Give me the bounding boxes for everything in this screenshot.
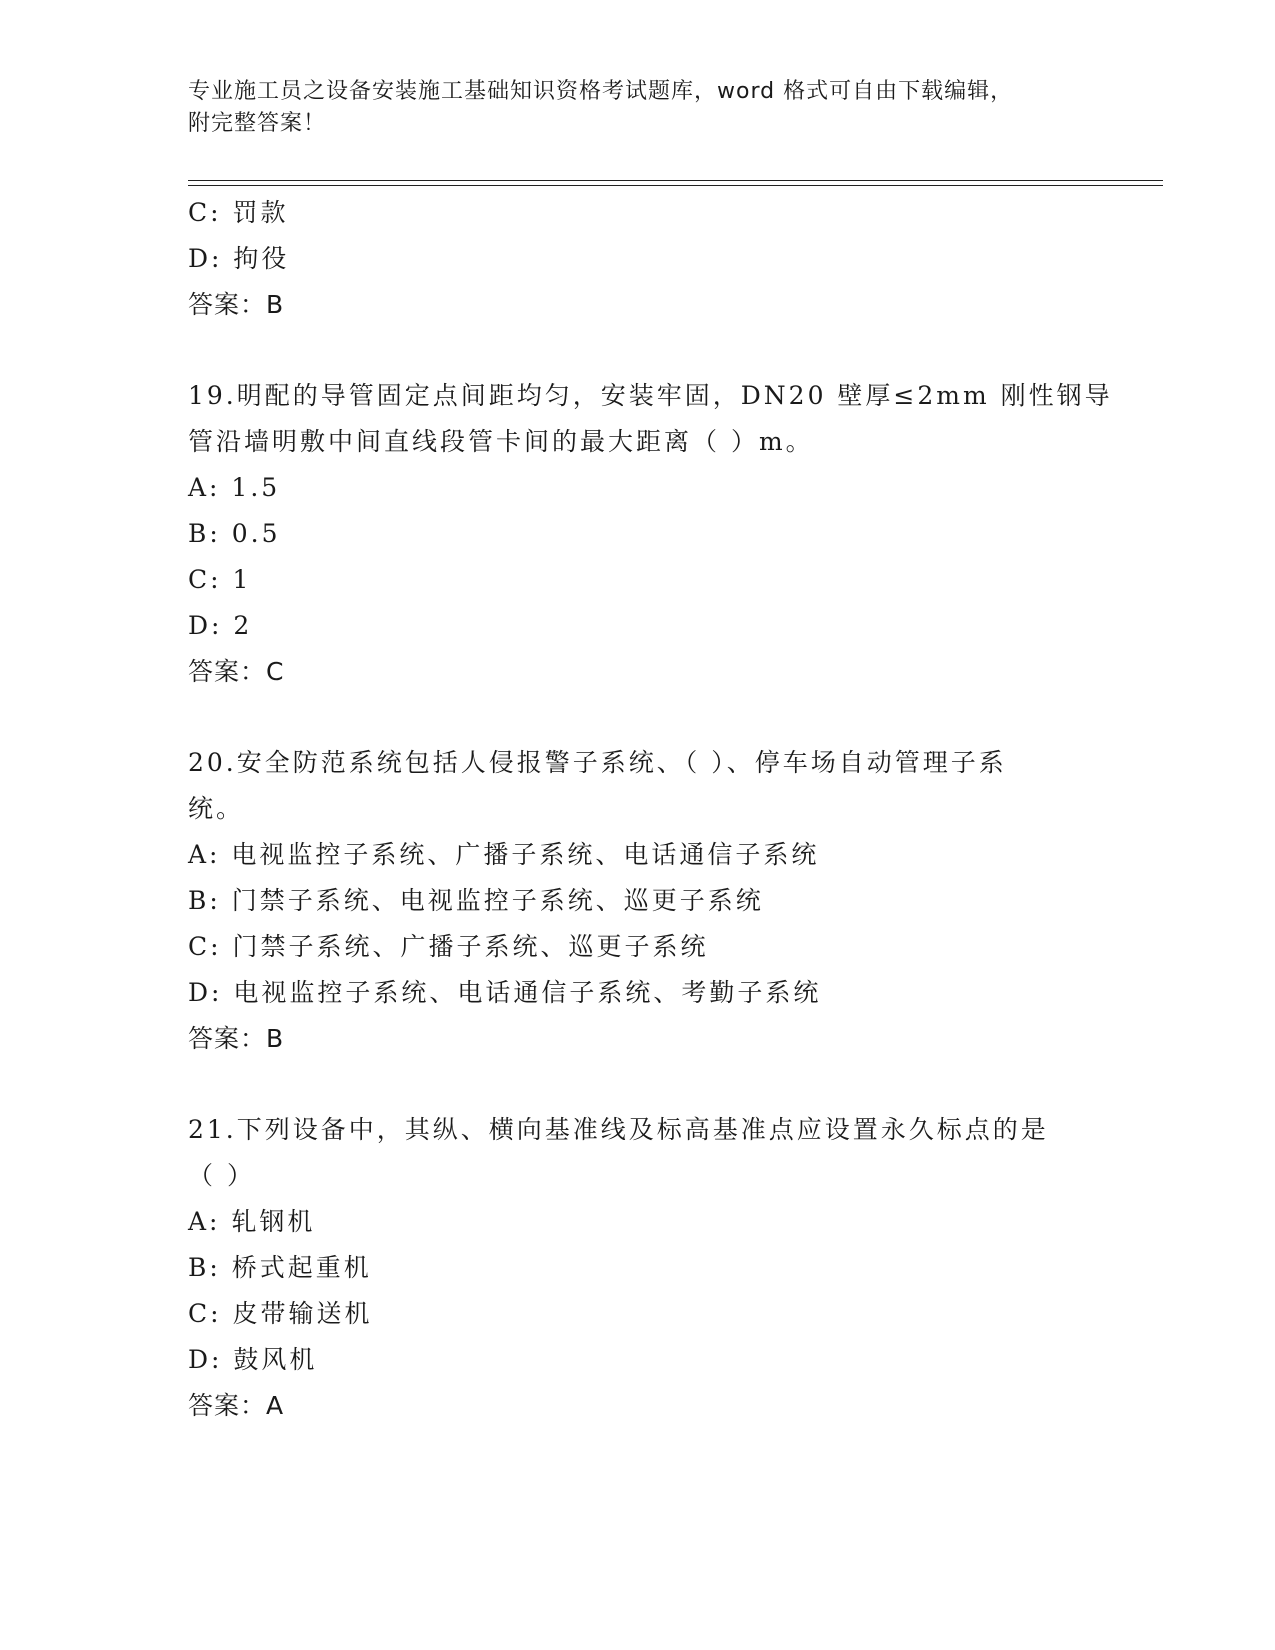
question-stem-line-1: 21.下列设备中，其纵、横向基准线及标高基准点应设置永久标点的是 <box>188 1115 1049 1144</box>
header-line-2: 附完整答案！ <box>188 111 327 136</box>
answer: 答案：C <box>188 657 285 686</box>
option-d: D: 电视监控子系统、电话通信子系统、考勤子系统 <box>188 978 822 1007</box>
question-20 <box>188 740 1088 1062</box>
answer: 答案：B <box>188 290 285 319</box>
option-c: C: 门禁子系统、广播子系统、巡更子系统 <box>188 932 709 961</box>
question-list <box>188 190 1113 1429</box>
question-21 <box>188 1107 1088 1429</box>
option-c: C: 罚款 <box>188 198 289 227</box>
question-stem-line-2: 统。 <box>188 794 245 823</box>
answer: 答案：B <box>188 1024 285 1053</box>
document-header <box>188 76 1088 140</box>
option-d: D: 拘役 <box>188 244 290 273</box>
header-divider-bottom <box>188 185 1163 186</box>
question-stem-line-2: 管沿墙明敷中间直线段管卡间的最大距离（ ）m。 <box>188 427 814 456</box>
option-a: A: 1.5 <box>188 473 281 502</box>
option-d: D: 鼓风机 <box>188 1345 318 1374</box>
header-line-1: 专业施工员之设备安装施工基础知识资格考试题库，word 格式可自由下载编辑， <box>188 79 1014 104</box>
option-c: C: 皮带输送机 <box>188 1299 373 1328</box>
option-c: C: 1 <box>188 565 252 594</box>
answer: 答案：A <box>188 1391 285 1420</box>
option-a: A: 电视监控子系统、广播子系统、电话通信子系统 <box>188 840 820 869</box>
option-a: A: 轧钢机 <box>188 1207 316 1236</box>
question-19 <box>188 373 1113 695</box>
option-b: B: 桥式起重机 <box>188 1253 372 1282</box>
question-18 <box>188 190 1088 328</box>
header-divider-top <box>188 180 1163 181</box>
option-b: B: 门禁子系统、电视监控子系统、巡更子系统 <box>188 886 764 915</box>
question-stem-line-2: （ ） <box>188 1161 255 1190</box>
question-stem-line-1: 19.明配的导管固定点间距均匀，安装牢固，DN20 壁厚≤2mm 刚性钢导 <box>188 381 1113 410</box>
option-d: D: 2 <box>188 611 253 640</box>
option-b: B: 0.5 <box>188 519 281 548</box>
question-stem-line-1: 20.安全防范系统包括人侵报警子系统、（ ）、停车场自动管理子系 <box>188 748 1007 777</box>
